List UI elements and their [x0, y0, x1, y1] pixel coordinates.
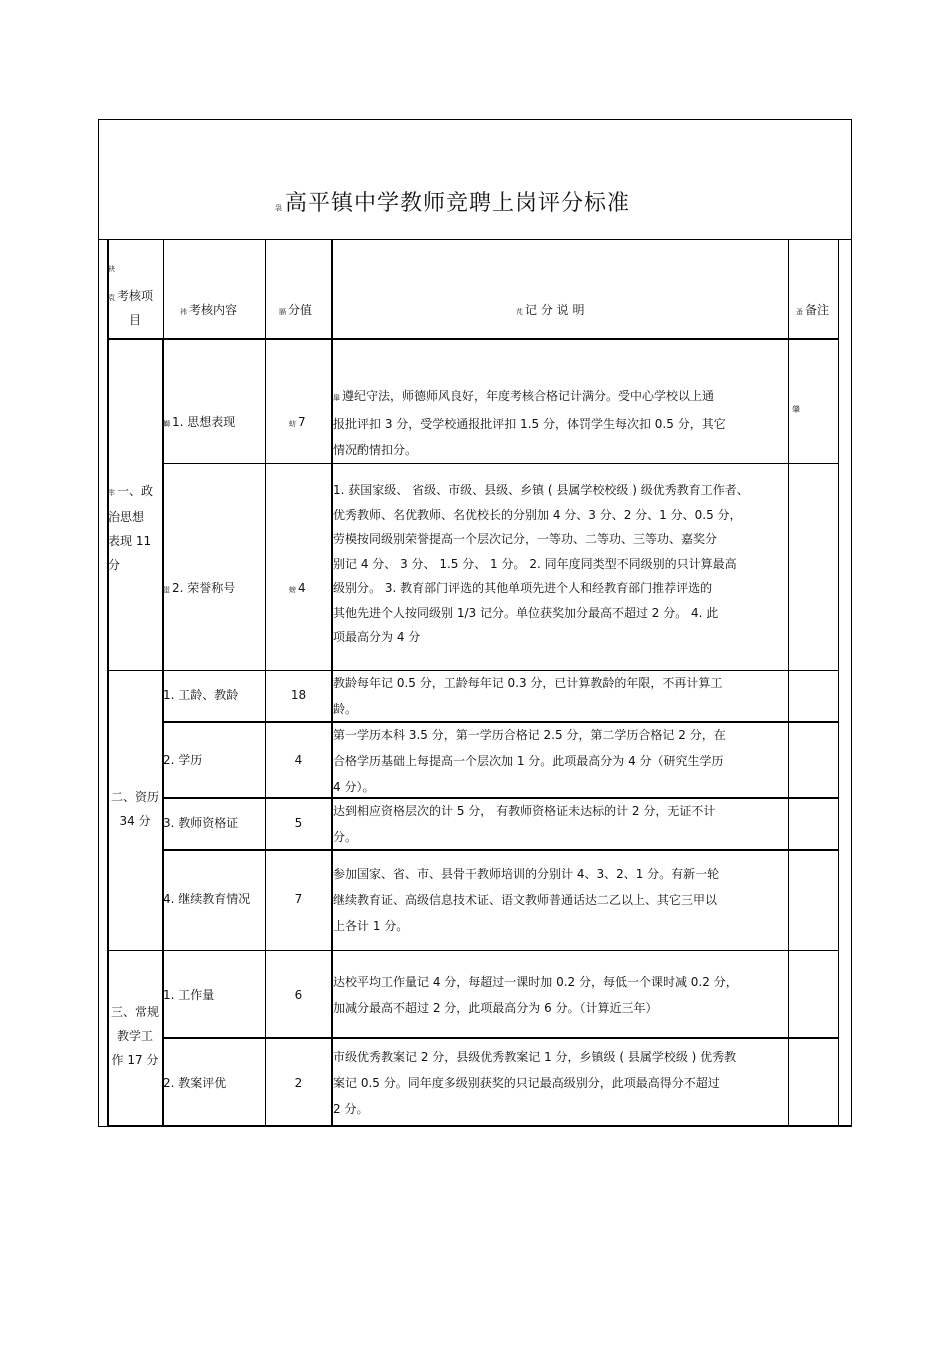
section-name: 芈 一、政 治思想 表现 11 分 — [108, 484, 154, 572]
item-score: 18 — [290, 688, 307, 702]
page-title — [275, 186, 630, 217]
header-content: 袆 考核内容 — [180, 303, 238, 317]
item-score: 5 — [294, 816, 303, 830]
header-desc: 芃 记 分 说 明 — [516, 303, 585, 317]
item-score: 6 — [294, 988, 303, 1002]
item-score: 蚄 7 — [289, 415, 306, 429]
header-note: 蚤 备注 — [796, 303, 830, 317]
item-description: 第一学历本科 3.5 分，第一学历合格记 2.5 分，第二学历合格记 2 分，在 合格学历基础上每提高一个层次加 1 分。此项最高分为 4 分（研究生学历 4 分）。 — [333, 728, 726, 794]
item-description: 教龄每年记 0.5 分，工龄每年记 0.3 分，已计算教龄的年限，不再计算工 龄。 — [333, 676, 723, 716]
item-content: 3. 教师资格证 — [163, 816, 239, 830]
item-score: 7 — [294, 892, 303, 906]
item-content: 1. 工作量 — [163, 988, 215, 1002]
item-content: 2. 教案评优 — [163, 1076, 227, 1090]
item-content: 4. 继续教育情况 — [163, 892, 251, 906]
section-name: 二、资历 34 分 — [110, 790, 159, 828]
section-name: 三、常规 教学工 作 17 分 — [110, 1005, 159, 1067]
item-score: 螃 4 — [289, 581, 306, 595]
item-description: 市级优秀教案记 2 分，县级优秀教案记 1 分，乡镇级 ( 县属学校级 ) 优秀教 案记 0.5 分。同年度多级别获奖的只记最高级别分，此项最高得分不超过 2 分。 — [333, 1050, 737, 1116]
header-mark-top: 袂 — [108, 265, 115, 273]
item-description: 参加国家、省、市、县骨干教师培训的分别计 4、3、2、1 分。有新一轮 继续教育证、高级信息技术证、语文教师普通话达二乙以上、其它三甲以 上各计 1 分。 — [333, 867, 720, 933]
item-description: 达校平均工作量记 4 分，每超过一课时加 0.2 分，每低一个课时减 0.2 分， 加减分最高不超过 2 分，此项最高分为 6 分。（计算近三年） — [333, 975, 738, 1015]
item-score: 2 — [294, 1076, 303, 1090]
header-score: 膈 分值 — [279, 303, 313, 317]
title-row — [98, 119, 852, 240]
item-score: 4 — [294, 753, 303, 767]
item-content: 蚩 2. 荣誉称号 — [163, 581, 236, 595]
item-description: 达到相应资格层次的计 5 分， 有教师资格证未达标的计 2 分，无证不计 分。 — [333, 804, 716, 844]
item-content: 螄 1. 思想表现 — [163, 415, 236, 429]
item-content: 1. 工龄、教龄 — [163, 688, 239, 702]
header-item-label-line2: 目 — [128, 313, 141, 327]
title-mark: 袅 — [275, 204, 283, 212]
item-note: 肇 — [792, 405, 800, 414]
item-description: 肁 遵纪守法，师德师风良好，年度考核合格记计满分。受中心学校以上通 报批评扣 3 分，受学校通报批评扣 1.5 分，体罚学生每次扣 0.5 分，其它 情况酌情扣分。 — [333, 389, 726, 457]
title-text: 高平镇中学教师竞聘上岗评分标准 — [285, 191, 631, 216]
header-item-label: 袁 考核项 — [108, 289, 154, 303]
item-description: 1. 获国家级、 省级、市级、县级、乡镇 ( 县属学校校级 ) 级优秀教育工作者、 优秀教师、名优教师、名优校长的分别加 4 分、3 分、2 分、1 分、0.5 分， 劳模按同级别荣誉提高一个层次记分，一等功、二等功、三等功、嘉奖分 别记 4 分、 3 分、 1.5 分、 1 分。 2. 同年度同类型不同级别的只计算最高 级别分。 3. 教育部门评选的其他单项先进个人和经教育部门推荐评选的 其他先进个人按同级别 1/3 记分。单位获奖加分最高不超过 2 分。 4. 此 项最高分为 4 分 — [333, 483, 749, 644]
item-content: 2. 学历 — [163, 753, 203, 767]
